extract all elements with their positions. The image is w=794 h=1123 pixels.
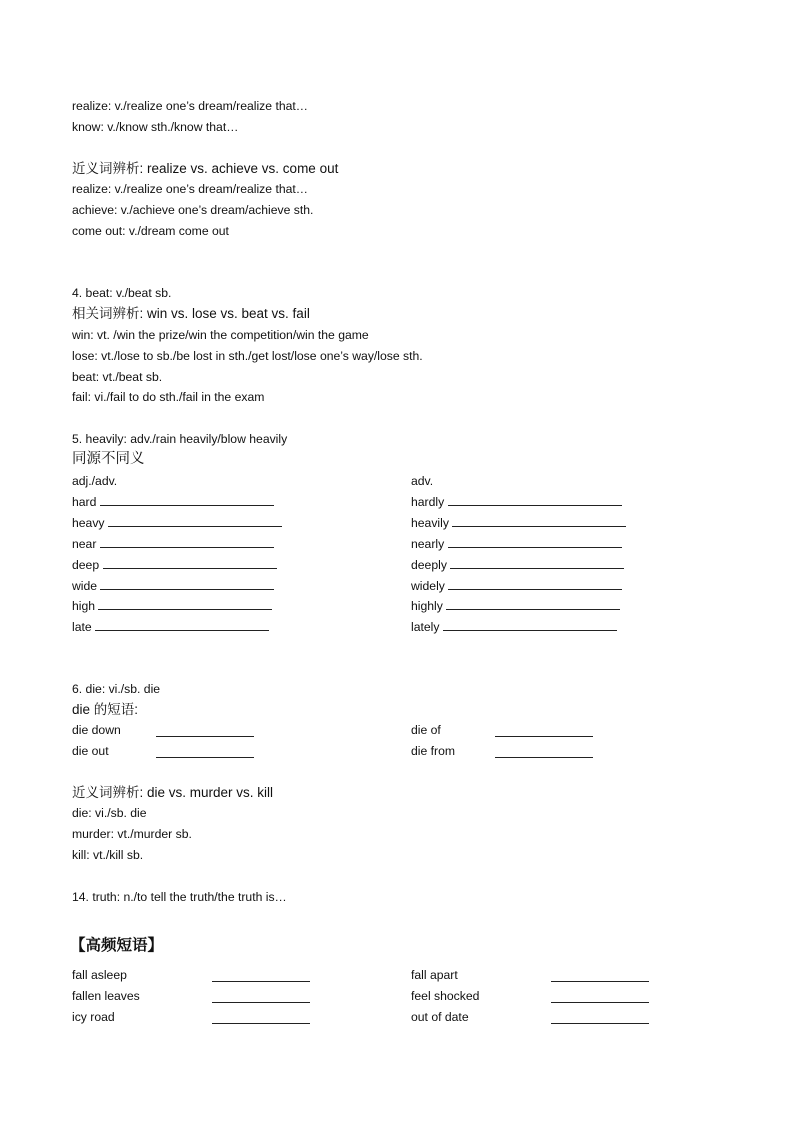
column-header: adv. <box>411 474 434 488</box>
word-blank-row <box>411 597 620 614</box>
section-subtitle: die 的短语: <box>72 702 139 717</box>
answer-blank[interactable] <box>103 556 277 569</box>
answer-blank[interactable] <box>212 981 310 982</box>
answer-blank[interactable] <box>108 514 282 527</box>
section-heading: 近义词辨析: realize vs. achieve vs. come out <box>72 161 339 176</box>
text-line: realize: v./realize one’s dream/realize that… <box>72 99 308 113</box>
word-blank-row <box>411 618 617 635</box>
word: deeply <box>411 558 447 572</box>
word-blank-row <box>72 493 274 510</box>
word: lately <box>411 620 440 634</box>
phrase-label: die of <box>411 723 441 737</box>
word-blank-row <box>411 514 626 531</box>
text-line: achieve: v./achieve one’s dream/achieve sth. <box>72 203 314 217</box>
answer-blank[interactable] <box>100 535 274 548</box>
text-line: lose: vt./lose to sb./be lost in sth./get lost/lose one’s way/lose sth. <box>72 349 423 363</box>
section-heading: 4. beat: v./beat sb. <box>72 286 172 300</box>
word: deep <box>72 558 100 572</box>
answer-blank[interactable] <box>448 577 622 590</box>
phrase-label: feel shocked <box>411 989 480 1003</box>
text-line: fail: vi./fail to do sth./fail in the exam <box>72 390 265 404</box>
answer-blank[interactable] <box>450 556 624 569</box>
word: highly <box>411 599 443 613</box>
word-blank-row <box>411 556 624 573</box>
answer-blank[interactable] <box>448 535 622 548</box>
section-heading: 5. heavily: adv./rain heavily/blow heavily <box>72 432 288 446</box>
answer-blank[interactable] <box>551 1023 649 1024</box>
text-line: die: vi./sb. die <box>72 806 147 820</box>
answer-blank[interactable] <box>212 1023 310 1024</box>
answer-blank[interactable] <box>551 981 649 982</box>
word-blank-row <box>72 597 272 614</box>
word-blank-row <box>72 618 269 635</box>
answer-blank[interactable] <box>100 493 274 506</box>
word-blank-row <box>72 577 274 594</box>
word-blank-row <box>72 514 282 531</box>
word: high <box>72 599 96 613</box>
word: hard <box>72 495 97 509</box>
phrase-label: fall apart <box>411 968 458 982</box>
word: widely <box>411 579 445 593</box>
word: heavily <box>411 516 449 530</box>
phrase-label: out of date <box>411 1010 469 1024</box>
phrase-label: die from <box>411 744 456 758</box>
answer-blank[interactable] <box>156 757 254 758</box>
column-header: adj./adv. <box>72 474 118 488</box>
word-blank-row <box>411 535 622 552</box>
answer-blank[interactable] <box>212 1002 310 1003</box>
answer-blank[interactable] <box>551 1002 649 1003</box>
word: wide <box>72 579 98 593</box>
word-blank-row <box>72 535 274 552</box>
section-heading: 6. die: vi./sb. die <box>72 682 161 696</box>
word-blank-row <box>72 556 277 573</box>
text-line: beat: vt./beat sb. <box>72 370 163 384</box>
phrase-label: die down <box>72 723 121 737</box>
answer-blank[interactable] <box>495 736 593 737</box>
section-heading: 相关词辨析: win vs. lose vs. beat vs. fail <box>72 306 310 321</box>
word: hardly <box>411 495 445 509</box>
phrase-label: die out <box>72 744 109 758</box>
section-subtitle: 同源不同义 <box>72 451 145 467</box>
text-line: come out: v./dream come out <box>72 224 229 238</box>
phrase-label: fallen leaves <box>72 989 140 1003</box>
text-line: murder: vt./murder sb. <box>72 827 192 841</box>
answer-blank[interactable] <box>156 736 254 737</box>
section-heading: 14. truth: n./to tell the truth/the truth is… <box>72 890 287 904</box>
section-heading: 近义词辨析: die vs. murder vs. kill <box>72 785 274 800</box>
answer-blank[interactable] <box>98 597 272 610</box>
word: near <box>72 537 97 551</box>
text-line: kill: vt./kill sb. <box>72 848 144 862</box>
answer-blank[interactable] <box>95 618 269 631</box>
high-frequency-heading: 【高频短语】 <box>70 937 164 954</box>
answer-blank[interactable] <box>452 514 626 527</box>
answer-blank[interactable] <box>446 597 620 610</box>
word-blank-row <box>411 577 622 594</box>
word: heavy <box>72 516 105 530</box>
word-blank-row <box>411 493 622 510</box>
answer-blank[interactable] <box>443 618 617 631</box>
text-line: realize: v./realize one’s dream/realize that… <box>72 182 308 196</box>
word: nearly <box>411 537 445 551</box>
answer-blank[interactable] <box>100 577 274 590</box>
text-line: win: vt. /win the prize/win the competition/win the game <box>72 328 369 342</box>
text-line: know: v./know sth./know that… <box>72 120 239 134</box>
answer-blank[interactable] <box>448 493 622 506</box>
answer-blank[interactable] <box>495 757 593 758</box>
word: late <box>72 620 92 634</box>
phrase-label: fall asleep <box>72 968 127 982</box>
phrase-label: icy road <box>72 1010 115 1024</box>
